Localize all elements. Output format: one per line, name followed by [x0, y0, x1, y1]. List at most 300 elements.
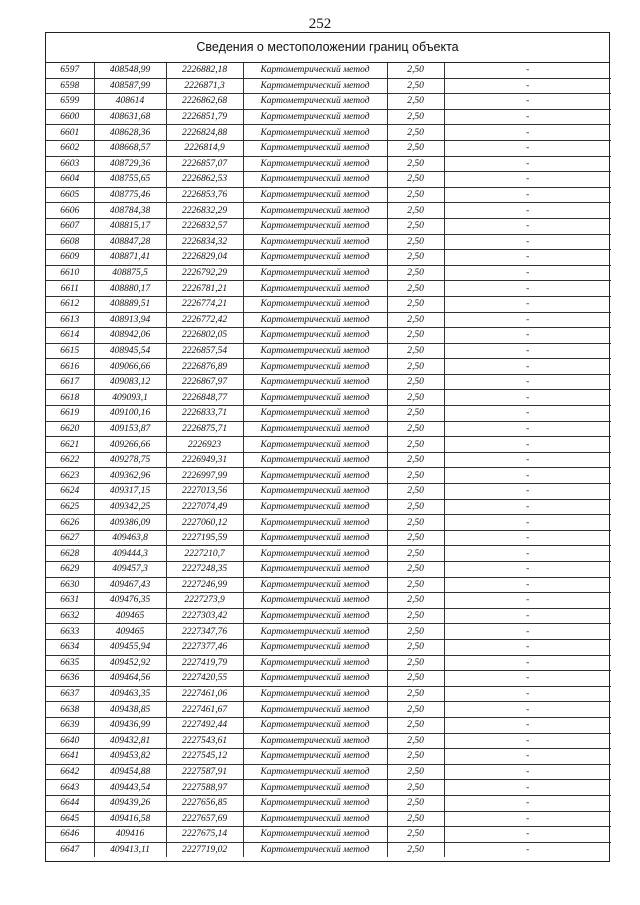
description-cell: - — [444, 624, 611, 640]
description-cell: - — [444, 671, 611, 687]
point-number-cell: 6609 — [46, 250, 94, 266]
point-number-cell: 6607 — [46, 218, 94, 234]
method-cell: Картометрический метод — [243, 234, 387, 250]
method-cell: Картометрический метод — [243, 499, 387, 515]
method-cell: Картометрический метод — [243, 250, 387, 266]
x-coordinate-cell: 409465 — [94, 624, 166, 640]
description-cell: - — [444, 842, 611, 857]
point-number-cell: 6621 — [46, 437, 94, 453]
x-coordinate-cell: 409463,35 — [94, 686, 166, 702]
y-coordinate-cell: 2226833,71 — [166, 406, 243, 422]
table-row — [46, 827, 611, 843]
method-cell: Картометрический метод — [243, 421, 387, 437]
table-row — [46, 390, 611, 406]
accuracy-cell: 2,50 — [387, 484, 444, 500]
description-cell: - — [444, 421, 611, 437]
method-cell: Картометрический метод — [243, 515, 387, 531]
method-cell: Картометрический метод — [243, 686, 387, 702]
method-cell: Картометрический метод — [243, 749, 387, 765]
method-cell: Картометрический метод — [243, 593, 387, 609]
table-title: Сведения о местоположении границ объекта — [46, 33, 609, 63]
table-row — [46, 94, 611, 110]
y-coordinate-cell: 2226774,21 — [166, 296, 243, 312]
description-cell: - — [444, 530, 611, 546]
description-cell: - — [444, 218, 611, 234]
point-number-cell: 6604 — [46, 172, 94, 188]
point-number-cell: 6630 — [46, 577, 94, 593]
table-row — [46, 109, 611, 125]
y-coordinate-cell: 2226772,42 — [166, 312, 243, 328]
x-coordinate-cell: 408913,94 — [94, 312, 166, 328]
x-coordinate-cell: 409342,25 — [94, 499, 166, 515]
point-number-cell: 6597 — [46, 63, 94, 78]
point-number-cell: 6625 — [46, 499, 94, 515]
x-coordinate-cell: 409083,12 — [94, 374, 166, 390]
x-coordinate-cell: 409452,92 — [94, 655, 166, 671]
point-number-cell: 6629 — [46, 562, 94, 578]
y-coordinate-cell: 2227461,06 — [166, 686, 243, 702]
x-coordinate-cell: 408871,41 — [94, 250, 166, 266]
description-cell: - — [444, 140, 611, 156]
x-coordinate-cell: 408775,46 — [94, 187, 166, 203]
table-row — [46, 593, 611, 609]
method-cell: Картометрический метод — [243, 140, 387, 156]
description-cell: - — [444, 109, 611, 125]
point-number-cell: 6634 — [46, 639, 94, 655]
description-cell: - — [444, 499, 611, 515]
description-cell: - — [444, 780, 611, 796]
y-coordinate-cell: 2226832,29 — [166, 203, 243, 219]
point-number-cell: 6622 — [46, 452, 94, 468]
method-cell: Картометрический метод — [243, 172, 387, 188]
description-cell: - — [444, 795, 611, 811]
method-cell: Картометрический метод — [243, 608, 387, 624]
accuracy-cell: 2,50 — [387, 624, 444, 640]
method-cell: Картометрический метод — [243, 452, 387, 468]
description-cell: - — [444, 94, 611, 110]
point-number-cell: 6602 — [46, 140, 94, 156]
table-row — [46, 811, 611, 827]
y-coordinate-cell: 2226862,53 — [166, 172, 243, 188]
accuracy-cell: 2,50 — [387, 218, 444, 234]
description-cell: - — [444, 172, 611, 188]
table-row — [46, 140, 611, 156]
point-number-cell: 6641 — [46, 749, 94, 765]
description-cell: - — [444, 546, 611, 562]
accuracy-cell: 2,50 — [387, 187, 444, 203]
description-cell: - — [444, 187, 611, 203]
method-cell: Картометрический метод — [243, 795, 387, 811]
y-coordinate-cell: 2227060,12 — [166, 515, 243, 531]
method-cell: Картометрический метод — [243, 390, 387, 406]
x-coordinate-cell: 409386,09 — [94, 515, 166, 531]
description-cell: - — [444, 811, 611, 827]
table-row — [46, 639, 611, 655]
accuracy-cell: 2,50 — [387, 562, 444, 578]
method-cell: Картометрический метод — [243, 546, 387, 562]
x-coordinate-cell: 409416,58 — [94, 811, 166, 827]
x-coordinate-cell: 409278,75 — [94, 452, 166, 468]
x-coordinate-cell: 409266,66 — [94, 437, 166, 453]
x-coordinate-cell: 409100,16 — [94, 406, 166, 422]
y-coordinate-cell: 2226997,99 — [166, 468, 243, 484]
y-coordinate-cell: 2227195,59 — [166, 530, 243, 546]
accuracy-cell: 2,50 — [387, 78, 444, 94]
accuracy-cell: 2,50 — [387, 265, 444, 281]
y-coordinate-cell: 2227303,42 — [166, 608, 243, 624]
point-number-cell: 6603 — [46, 156, 94, 172]
table-row — [46, 156, 611, 172]
method-cell: Картометрический метод — [243, 94, 387, 110]
description-cell: - — [444, 437, 611, 453]
description-cell: - — [444, 702, 611, 718]
point-number-cell: 6642 — [46, 764, 94, 780]
point-number-cell: 6598 — [46, 78, 94, 94]
y-coordinate-cell: 2227377,46 — [166, 639, 243, 655]
table-row — [46, 187, 611, 203]
accuracy-cell: 2,50 — [387, 468, 444, 484]
description-cell: - — [444, 608, 611, 624]
description-cell: - — [444, 359, 611, 375]
accuracy-cell: 2,50 — [387, 359, 444, 375]
description-cell: - — [444, 639, 611, 655]
method-cell: Картометрический метод — [243, 624, 387, 640]
y-coordinate-cell: 2227273,9 — [166, 593, 243, 609]
accuracy-cell: 2,50 — [387, 374, 444, 390]
point-number-cell: 6613 — [46, 312, 94, 328]
point-number-cell: 6644 — [46, 795, 94, 811]
description-cell: - — [444, 125, 611, 141]
method-cell: Картометрический метод — [243, 63, 387, 78]
method-cell: Картометрический метод — [243, 842, 387, 857]
x-coordinate-cell: 408942,06 — [94, 328, 166, 344]
point-number-cell: 6626 — [46, 515, 94, 531]
accuracy-cell: 2,50 — [387, 140, 444, 156]
description-cell: - — [444, 577, 611, 593]
table-row — [46, 686, 611, 702]
accuracy-cell: 2,50 — [387, 234, 444, 250]
x-coordinate-cell: 409454,88 — [94, 764, 166, 780]
point-number-cell: 6606 — [46, 203, 94, 219]
y-coordinate-cell: 2227543,61 — [166, 733, 243, 749]
x-coordinate-cell: 409416 — [94, 827, 166, 843]
y-coordinate-cell: 2227587,91 — [166, 764, 243, 780]
accuracy-cell: 2,50 — [387, 795, 444, 811]
table-row — [46, 234, 611, 250]
method-cell: Картометрический метод — [243, 406, 387, 422]
description-cell: - — [444, 406, 611, 422]
table-row — [46, 608, 611, 624]
x-coordinate-cell: 409463,8 — [94, 530, 166, 546]
point-number-cell: 6611 — [46, 281, 94, 297]
accuracy-cell: 2,50 — [387, 593, 444, 609]
table-row — [46, 546, 611, 562]
accuracy-cell: 2,50 — [387, 421, 444, 437]
table-row — [46, 125, 611, 141]
table-row — [46, 749, 611, 765]
point-number-cell: 6631 — [46, 593, 94, 609]
accuracy-cell: 2,50 — [387, 452, 444, 468]
x-coordinate-cell: 409093,1 — [94, 390, 166, 406]
method-cell: Картометрический метод — [243, 764, 387, 780]
y-coordinate-cell: 2227657,69 — [166, 811, 243, 827]
method-cell: Картометрический метод — [243, 671, 387, 687]
method-cell: Картометрический метод — [243, 78, 387, 94]
method-cell: Картометрический метод — [243, 328, 387, 344]
x-coordinate-cell: 409444,3 — [94, 546, 166, 562]
description-cell: - — [444, 203, 611, 219]
x-coordinate-cell: 409457,3 — [94, 562, 166, 578]
accuracy-cell: 2,50 — [387, 125, 444, 141]
method-cell: Картометрический метод — [243, 156, 387, 172]
point-number-cell: 6637 — [46, 686, 94, 702]
x-coordinate-cell: 408945,54 — [94, 343, 166, 359]
point-number-cell: 6628 — [46, 546, 94, 562]
y-coordinate-cell: 2226857,07 — [166, 156, 243, 172]
y-coordinate-cell: 2227492,44 — [166, 717, 243, 733]
method-cell: Картометрический метод — [243, 484, 387, 500]
table-row — [46, 795, 611, 811]
y-coordinate-cell: 2226876,89 — [166, 359, 243, 375]
point-number-cell: 6618 — [46, 390, 94, 406]
point-number-cell: 6599 — [46, 94, 94, 110]
table-row — [46, 717, 611, 733]
point-number-cell: 6623 — [46, 468, 94, 484]
y-coordinate-cell: 2227588,97 — [166, 780, 243, 796]
x-coordinate-cell: 409432,81 — [94, 733, 166, 749]
accuracy-cell: 2,50 — [387, 577, 444, 593]
method-cell: Картометрический метод — [243, 296, 387, 312]
x-coordinate-cell: 408628,36 — [94, 125, 166, 141]
accuracy-cell: 2,50 — [387, 437, 444, 453]
method-cell: Картометрический метод — [243, 218, 387, 234]
y-coordinate-cell: 2226867,97 — [166, 374, 243, 390]
description-cell: - — [444, 343, 611, 359]
y-coordinate-cell: 2226871,3 — [166, 78, 243, 94]
table-row — [46, 218, 611, 234]
point-number-cell: 6632 — [46, 608, 94, 624]
method-cell: Картометрический метод — [243, 655, 387, 671]
x-coordinate-cell: 409439,26 — [94, 795, 166, 811]
accuracy-cell: 2,50 — [387, 94, 444, 110]
accuracy-cell: 2,50 — [387, 250, 444, 266]
table-row — [46, 250, 611, 266]
x-coordinate-cell: 408668,57 — [94, 140, 166, 156]
y-coordinate-cell: 2227248,35 — [166, 562, 243, 578]
point-number-cell: 6627 — [46, 530, 94, 546]
description-cell: - — [444, 156, 611, 172]
x-coordinate-cell: 409153,87 — [94, 421, 166, 437]
y-coordinate-cell: 2226857,54 — [166, 343, 243, 359]
table-row — [46, 203, 611, 219]
table-row — [46, 671, 611, 687]
accuracy-cell: 2,50 — [387, 172, 444, 188]
point-number-cell: 6639 — [46, 717, 94, 733]
y-coordinate-cell: 2227656,85 — [166, 795, 243, 811]
description-cell: - — [444, 390, 611, 406]
point-number-cell: 6624 — [46, 484, 94, 500]
method-cell: Картометрический метод — [243, 702, 387, 718]
accuracy-cell: 2,50 — [387, 63, 444, 78]
point-number-cell: 6638 — [46, 702, 94, 718]
table-row — [46, 374, 611, 390]
description-cell: - — [444, 234, 611, 250]
point-number-cell: 6643 — [46, 780, 94, 796]
y-coordinate-cell: 2227013,56 — [166, 484, 243, 500]
table-row — [46, 562, 611, 578]
point-number-cell: 6633 — [46, 624, 94, 640]
point-number-cell: 6610 — [46, 265, 94, 281]
method-cell: Картометрический метод — [243, 343, 387, 359]
table-row — [46, 780, 611, 796]
description-cell: - — [444, 312, 611, 328]
method-cell: Картометрический метод — [243, 374, 387, 390]
y-coordinate-cell: 2226781,21 — [166, 281, 243, 297]
point-number-cell: 6640 — [46, 733, 94, 749]
description-cell: - — [444, 515, 611, 531]
method-cell: Картометрический метод — [243, 577, 387, 593]
y-coordinate-cell: 2226949,31 — [166, 452, 243, 468]
description-cell: - — [444, 562, 611, 578]
x-coordinate-cell: 409465 — [94, 608, 166, 624]
accuracy-cell: 2,50 — [387, 203, 444, 219]
y-coordinate-cell: 2226824,88 — [166, 125, 243, 141]
table-row — [46, 172, 611, 188]
x-coordinate-cell: 408587,99 — [94, 78, 166, 94]
method-cell: Картометрический метод — [243, 639, 387, 655]
description-cell: - — [444, 717, 611, 733]
y-coordinate-cell: 2227719,02 — [166, 842, 243, 857]
x-coordinate-cell: 408875,5 — [94, 265, 166, 281]
description-cell: - — [444, 686, 611, 702]
table-row — [46, 452, 611, 468]
y-coordinate-cell: 2227545,12 — [166, 749, 243, 765]
description-cell: - — [444, 749, 611, 765]
x-coordinate-cell: 408548,99 — [94, 63, 166, 78]
x-coordinate-cell: 409438,85 — [94, 702, 166, 718]
method-cell: Картометрический метод — [243, 437, 387, 453]
table-row — [46, 78, 611, 94]
description-cell: - — [444, 281, 611, 297]
y-coordinate-cell: 2227210,7 — [166, 546, 243, 562]
table-row — [46, 63, 611, 78]
table-row — [46, 359, 611, 375]
description-cell: - — [444, 764, 611, 780]
y-coordinate-cell: 2226853,76 — [166, 187, 243, 203]
table-row — [46, 296, 611, 312]
table-row — [46, 406, 611, 422]
description-cell: - — [444, 484, 611, 500]
accuracy-cell: 2,50 — [387, 764, 444, 780]
y-coordinate-cell: 2226829,04 — [166, 250, 243, 266]
point-number-cell: 6608 — [46, 234, 94, 250]
x-coordinate-cell: 409362,96 — [94, 468, 166, 484]
table-row — [46, 421, 611, 437]
description-cell: - — [444, 296, 611, 312]
y-coordinate-cell: 2226882,18 — [166, 63, 243, 78]
accuracy-cell: 2,50 — [387, 717, 444, 733]
x-coordinate-cell: 408729,36 — [94, 156, 166, 172]
x-coordinate-cell: 409436,99 — [94, 717, 166, 733]
point-number-cell: 6605 — [46, 187, 94, 203]
table-row — [46, 484, 611, 500]
x-coordinate-cell: 409413,11 — [94, 842, 166, 857]
point-number-cell: 6617 — [46, 374, 94, 390]
x-coordinate-cell: 409455,94 — [94, 639, 166, 655]
method-cell: Картометрический метод — [243, 281, 387, 297]
description-cell: - — [444, 452, 611, 468]
table-row — [46, 842, 611, 857]
point-number-cell: 6600 — [46, 109, 94, 125]
x-coordinate-cell: 408847,28 — [94, 234, 166, 250]
boundary-points-table — [46, 63, 611, 857]
method-cell: Картометрический метод — [243, 203, 387, 219]
x-coordinate-cell: 409317,15 — [94, 484, 166, 500]
table-row — [46, 530, 611, 546]
y-coordinate-cell: 2227246,99 — [166, 577, 243, 593]
description-cell: - — [444, 374, 611, 390]
y-coordinate-cell: 2227675,14 — [166, 827, 243, 843]
accuracy-cell: 2,50 — [387, 406, 444, 422]
x-coordinate-cell: 409066,66 — [94, 359, 166, 375]
table-body — [46, 63, 611, 857]
x-coordinate-cell: 409476,35 — [94, 593, 166, 609]
x-coordinate-cell: 408784,38 — [94, 203, 166, 219]
method-cell: Картометрический метод — [243, 811, 387, 827]
table-row — [46, 328, 611, 344]
method-cell: Картометрический метод — [243, 125, 387, 141]
table-row — [46, 764, 611, 780]
y-coordinate-cell: 2226832,57 — [166, 218, 243, 234]
method-cell: Картометрический метод — [243, 187, 387, 203]
y-coordinate-cell: 2227420,55 — [166, 671, 243, 687]
point-number-cell: 6620 — [46, 421, 94, 437]
description-cell: - — [444, 733, 611, 749]
point-number-cell: 6636 — [46, 671, 94, 687]
accuracy-cell: 2,50 — [387, 655, 444, 671]
point-number-cell: 6645 — [46, 811, 94, 827]
y-coordinate-cell: 2227074,49 — [166, 499, 243, 515]
method-cell: Картометрический метод — [243, 733, 387, 749]
x-coordinate-cell: 408880,17 — [94, 281, 166, 297]
x-coordinate-cell: 409443,54 — [94, 780, 166, 796]
table-row — [46, 733, 611, 749]
x-coordinate-cell: 409453,82 — [94, 749, 166, 765]
accuracy-cell: 2,50 — [387, 608, 444, 624]
method-cell: Картометрический метод — [243, 265, 387, 281]
accuracy-cell: 2,50 — [387, 702, 444, 718]
table-row — [46, 624, 611, 640]
y-coordinate-cell: 2226802,05 — [166, 328, 243, 344]
point-number-cell: 6601 — [46, 125, 94, 141]
y-coordinate-cell: 2226792,29 — [166, 265, 243, 281]
accuracy-cell: 2,50 — [387, 811, 444, 827]
description-cell: - — [444, 250, 611, 266]
point-number-cell: 6646 — [46, 827, 94, 843]
accuracy-cell: 2,50 — [387, 281, 444, 297]
point-number-cell: 6635 — [46, 655, 94, 671]
accuracy-cell: 2,50 — [387, 827, 444, 843]
y-coordinate-cell: 2226862,68 — [166, 94, 243, 110]
accuracy-cell: 2,50 — [387, 671, 444, 687]
y-coordinate-cell: 2226848,77 — [166, 390, 243, 406]
description-cell: - — [444, 265, 611, 281]
x-coordinate-cell: 408631,68 — [94, 109, 166, 125]
y-coordinate-cell: 2226834,32 — [166, 234, 243, 250]
table-row — [46, 281, 611, 297]
table-row — [46, 468, 611, 484]
accuracy-cell: 2,50 — [387, 842, 444, 857]
